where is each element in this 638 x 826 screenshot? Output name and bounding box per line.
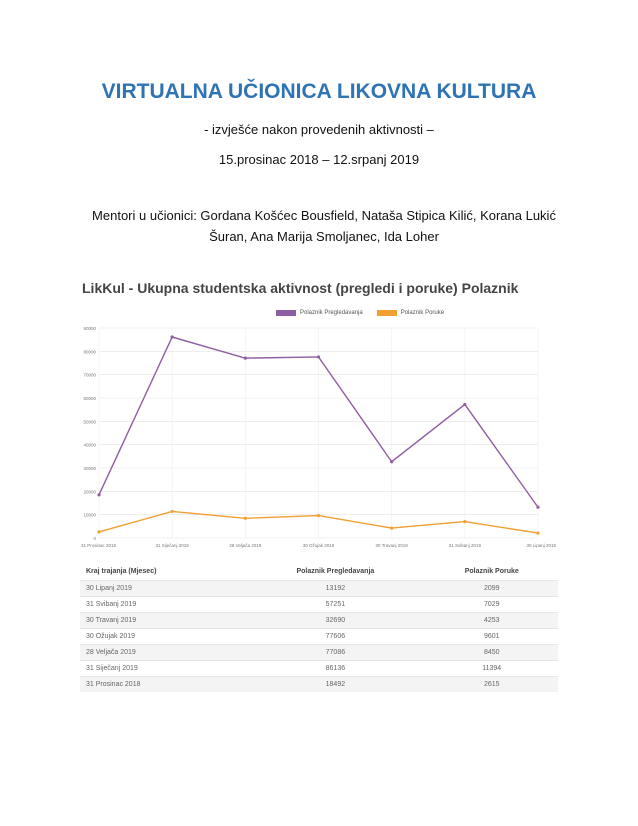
- data-point: [97, 493, 100, 496]
- legend-label-messages: Polaznik Poruke: [400, 310, 445, 316]
- table-cell-month: 28 Veljača 2019: [80, 645, 245, 661]
- table-cell-month: 31 Siječanj 2019: [80, 661, 245, 677]
- table-cell-views: 86136: [245, 661, 425, 677]
- data-point: [536, 532, 539, 535]
- table-header-month: Kraj trajanja (Mjesec): [86, 567, 157, 575]
- table-row: [80, 677, 558, 693]
- table-cell-messages: 9601: [425, 629, 558, 645]
- data-point: [171, 510, 174, 513]
- legend-item-messages: [377, 310, 444, 316]
- table-row: [80, 581, 558, 597]
- y-tick-label: 10000: [83, 512, 96, 518]
- data-point: [317, 514, 320, 517]
- table-cell-messages: 7029: [425, 597, 558, 613]
- table-row: [80, 613, 558, 629]
- x-tick-label: 30 Travanj 2019: [375, 543, 408, 548]
- table-header-row: [80, 562, 558, 581]
- data-point: [171, 335, 174, 338]
- table-cell-messages: 2615: [425, 677, 558, 693]
- table-cell-messages: 11394: [425, 661, 558, 677]
- x-tick-label: 31 Siječanj 2019: [155, 543, 189, 548]
- mentors-line-2: Šuran, Ana Marija Smoljanec, Ida Loher: [209, 229, 439, 244]
- data-point: [463, 403, 466, 406]
- table-header-messages: Polaznik Poruke: [464, 567, 519, 575]
- mentors-line-1: Mentori u učionici: Gordana Košćec Bousfield, Nataša Stipica Kilić, Korana Lukić: [92, 208, 556, 223]
- table-header-views: Polaznik Pregledavanja: [296, 567, 375, 575]
- data-point: [390, 526, 393, 529]
- report-screenshot: [80, 270, 558, 690]
- document-subtitle: - izvješće nakon provedenih aktivnosti –: [204, 122, 434, 137]
- legend-swatch-views: [276, 310, 296, 316]
- activity-line-chart: [80, 320, 558, 554]
- document-date-range: 15.prosinac 2018 – 12.srpanj 2019: [218, 152, 420, 167]
- y-tick-label: 70000: [83, 372, 96, 378]
- table-cell-month: 30 Travanj 2019: [80, 613, 245, 629]
- table-cell-messages: 2099: [425, 581, 558, 597]
- mentors-paragraph: [90, 205, 558, 247]
- y-tick-label: 90000: [83, 326, 96, 331]
- legend-swatch-messages: [377, 310, 397, 316]
- table-cell-views: 57251: [245, 597, 425, 613]
- table-cell-views: 13192: [245, 581, 425, 597]
- chart-legend: [276, 308, 444, 318]
- table-cell-views: 18492: [245, 677, 425, 693]
- legend-label-views: Polaznik Pregledavanja: [300, 310, 363, 316]
- x-tick-label: 30 Ožujak 2019: [302, 543, 335, 548]
- legend-item-views: [276, 310, 363, 316]
- table-cell-month: 30 Ožujak 2019: [80, 629, 245, 645]
- data-point: [244, 517, 247, 520]
- table-row: [80, 629, 558, 645]
- data-point: [390, 460, 393, 463]
- table-cell-month: 30 Lipanj 2019: [80, 581, 245, 597]
- data-point: [244, 357, 247, 360]
- y-tick-label: 60000: [83, 396, 96, 401]
- data-point: [97, 530, 100, 533]
- y-tick-label: 80000: [83, 349, 96, 355]
- table-row: [80, 597, 558, 613]
- y-tick-label: 20000: [83, 489, 96, 495]
- table-cell-views: 32690: [245, 613, 425, 629]
- table-cell-views: 77606: [245, 629, 425, 645]
- y-tick-label: 50000: [83, 419, 96, 425]
- table-cell-messages: 8450: [425, 645, 558, 661]
- x-tick-label: 30 Lipanj 2019: [526, 543, 556, 548]
- y-tick-label: 30000: [83, 466, 96, 471]
- x-tick-label: 31 Svibanj 2019: [448, 543, 481, 548]
- table-row: [80, 645, 558, 661]
- data-point: [463, 520, 466, 523]
- report-title: LikKul - Ukupna studentska aktivnost (pregledi i poruke) Polaznik: [82, 280, 519, 296]
- table-cell-messages: 4253: [425, 613, 558, 629]
- x-tick-label: 28 Veljača 2019: [229, 543, 262, 548]
- y-tick-label: 40000: [83, 442, 96, 448]
- table-cell-month: 31 Prosinac 2018: [80, 677, 245, 693]
- document-title: VIRTUALNA UČIONICA LIKOVNA KULTURA: [101, 80, 537, 103]
- data-point: [536, 506, 539, 509]
- table-cell-views: 77086: [245, 645, 425, 661]
- x-tick-label: 31 Prosinac 2018: [81, 543, 117, 548]
- table-row: [80, 661, 558, 677]
- activity-table: [80, 562, 558, 692]
- data-point: [317, 355, 320, 358]
- y-tick-label: 0: [93, 536, 96, 541]
- table-cell-month: 31 Svibanj 2019: [80, 597, 245, 613]
